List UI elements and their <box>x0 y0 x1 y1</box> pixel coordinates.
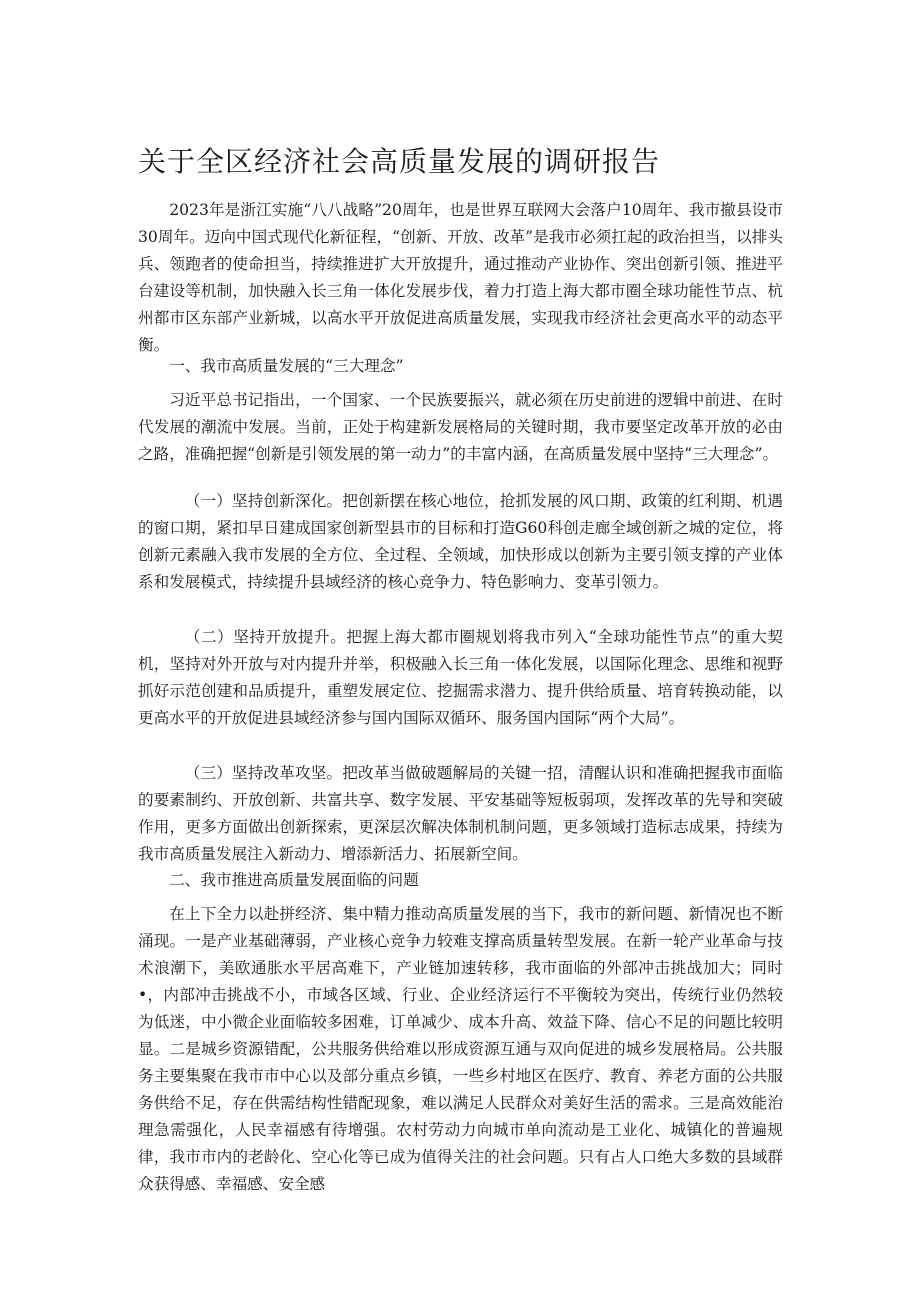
section-1-item-1: （一）坚持创新深化。把创新摆在核心地位，抢抓发展的风口期、政策的红利期、机遇的窗口期，紧扣早日建成国家创新型县市的目标和打造G60科创走廊全域创新之城的定位，将创新元素融入我市发展的全方位、全过程、全领域，加快形成以创新为主要引领支撑的产业体系和发展模式，持续提升县域经济的核心竞争力、特色影响力、变革引领力。 <box>138 492 783 591</box>
section-2-heading: 二、我市推进高质量发展面临的问题 <box>169 871 419 889</box>
section-1-heading: 一、我市高质量发展的“三大理念” <box>169 357 404 375</box>
section-1-item-3: （三）坚持改革攻坚。把改革当做破题解局的关键一招，清醒认识和准确把握我市面临的要素制约、开放创新、共富共享、数字发展、平安基础等短板弱项，发挥改革的先导和突破作用，更多方面做出创新探索，更深层次解决体制机制问题，更多领域打造标志成果，持续为我市高质量发展注入新动力、增添新活力、拓展新空间。 <box>138 764 783 863</box>
document-title: 关于全区经济社会高质量发展的调研报告 <box>138 145 661 178</box>
section-2-body: 在上下全力以赴拼经济、集中精力推动高质量发展的当下，我市的新问题、新情况也不断涌现。一是产业基础薄弱，产业核心竞争力较难支撑高质量转型发展。在新一轮产业革命与技术浪潮下，美欧通胀水平居高难下，产业链加速转移，我市面临的外部冲击挑战加大；同时•，内部冲击挑战不小，市域各区域、行业、企业经济运行不平衡较为突出，传统行业仍然较为低迷，中小微企业面临较多困难，订单减少、成本升高、效益下降、信心不足的问题比较明显。二是城乡资源错配，公共服务供给难以形成资源互通与双向促进的城乡发展格局。公共服务主要集聚在我市市中心以及部分重点乡镇，一些乡村地区在医疗、教育、养老方面的公共服务供给不足，存在供需结构性错配现象，难以满足人民群众对美好生活的需求。三是高效能治理急需强化，人民幸福感有待增强。农村劳动力向城市单向流动是工业化、城镇化的普遍规律，我市市内的老龄化、空心化等已成为值得关注的社会问题。只有占人口绝大多数的县域群众获得感、幸福感、安全感 <box>138 905 783 1193</box>
section-1-item-2: （二）坚持开放提升。把握上海大都市圈规划将我市列入“全球功能性节点”的重大契机，坚持对外开放与对内提升并举，积极融入长三角一体化发展，以国际化理念、思维和视野抓好示范创建和品质提升，重塑发展定位、挖掘需求潜力、提升供给质量、培育转换动能，以更高水平的开放促进县域经济参与国内国际双循环、服务国内国际“两个大局”。 <box>138 628 783 727</box>
section-1-body: 习近平总书记指出，一个国家、一个民族要振兴，就必须在历史前进的逻辑中前进、在时代发展的潮流中发展。当前，正处于构建新发展格局的关键时期，我市要坚定改革开放的必由之路，准确把握“创新是引领发展的第一动力”的丰富内涵，在高质量发展中坚持“三大理念”。 <box>138 391 783 463</box>
intro-paragraph: 2023年是浙江实施“八八战略”20周年，也是世界互联网大会落户10周年、我市撤县设市30周年。迈向中国式现代化新征程，“创新、开放、改革”是我市必须扛起的政治担当，以排头兵、领跑者的使命担当，持续推进扩大开放提升，通过推动产业协作、突出创新引领、推进平台建设等机制，加快融入长三角一体化发展步伐，着力打造上海大都市圈全球功能性节点、杭州都市区东部产业新城，以高水平开放促进高质量发展，实现我市经济社会更高水平的动态平衡。 <box>138 201 783 354</box>
